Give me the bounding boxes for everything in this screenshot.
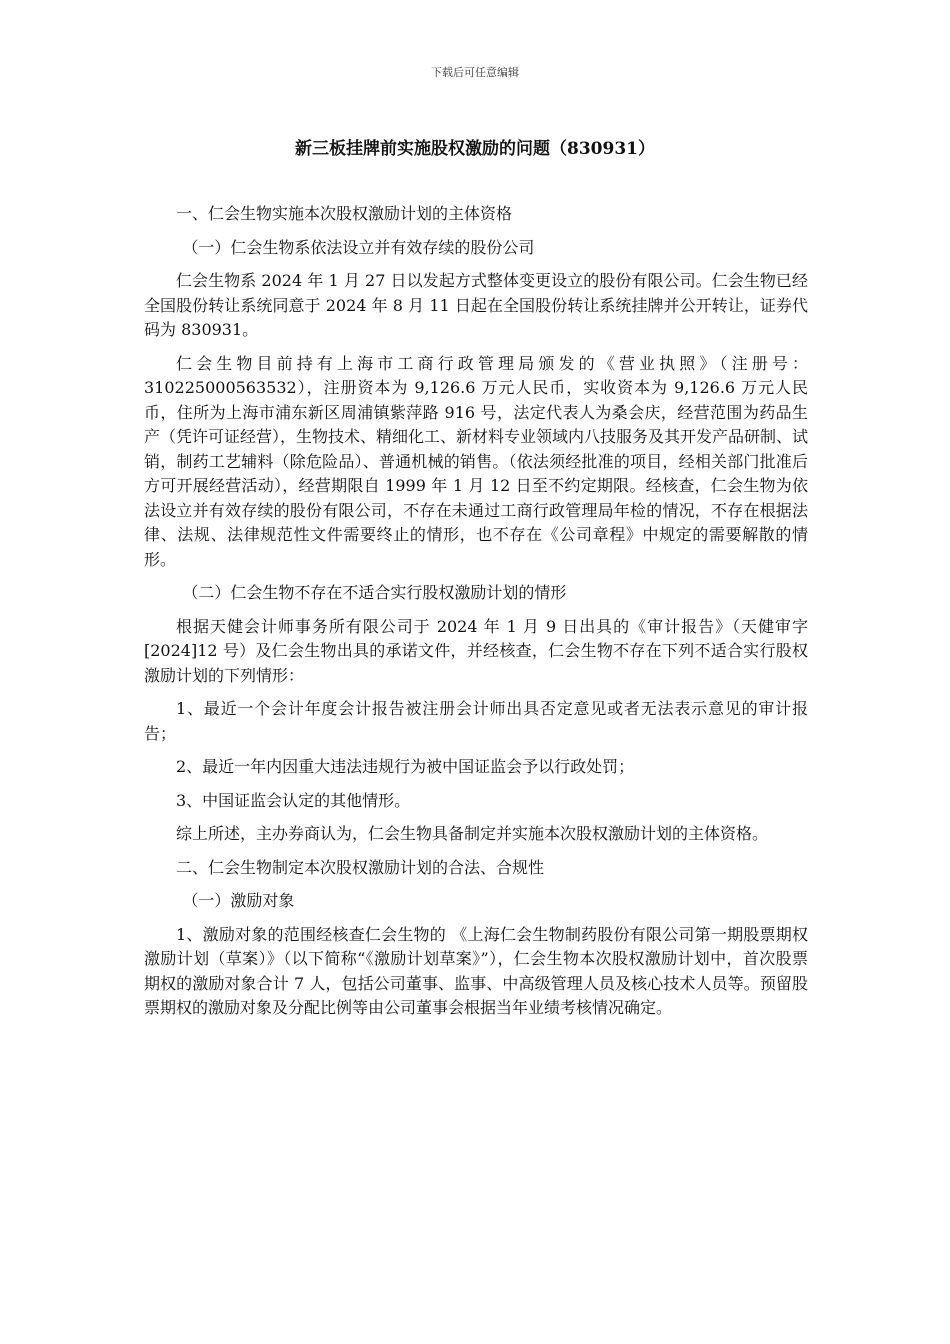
list-item-1: 1、最近一个会计年度会计报告被注册会计师出具否定意见或者无法表示意见的审计报告；: [144, 699, 808, 743]
subsection-heading-2-1: （一）激励对象: [182, 891, 295, 910]
paragraph-audit-report: 根据天健会计师事务所有限公司于 2024 年 1 月 9 日出具的《审计报告》（天健审字[2024]12 号）及仁会生物出具的承诺文件，并经核查，仁会生物不存在下列不适合实行股权激励计划的下列情形：: [144, 616, 808, 685]
section-heading-1: 一、仁会生物实施本次股权激励计划的主体资格: [176, 204, 513, 223]
paragraph-incentive-targets: 1、激励对象的范围经核查仁会生物的 《上海仁会生物制药股份有限公司第一期股票期权激励计划（草案）》（以下简称“《激励计划草案》”），仁会生物本次股权激励计划中，首次股票期权的激励对象合计 7 人，包括公司董事、监事、中高级管理人员及核心技术人员等。预留股票期权的激励对象及分配比例等由公司董事会根据当年业绩考核情况确定。: [144, 924, 808, 1017]
section-heading-2: 二、仁会生物制定本次股权激励计划的合法、合规性: [176, 857, 545, 877]
list-item-3: 3、中国证监会认定的其他情形。: [176, 790, 411, 810]
header-note: 下载后可任意编辑: [431, 66, 519, 79]
paragraph-business-license: 仁会生物目前持有上海市工商行政管理局颁发的《营业执照》（注册号：310225000563532），注册资本为 9,126.6 万元人民币，实收资本为 9,126.6 万元人民币，住所为上海市浦东新区周浦镇紫萍路 916 号，法定代表人为桑会庆，经营范围为药品生产（凭许可证经营），生物技术、精细化工、新材料专业领域内八技服务及其开发产品研制、试销，制药工艺辅料（除危险品）、普通机械的销售。（依法须经批准的项目，经相关部门批准后方可开展经营活动），经营期限自 1999 年 1 月 12 日至不约定期限。经核查，仁会生物为依法设立并有效存续的股份有限公司，不存在未通过工商行政管理局年检的情况，不存在根据法律、法规、法律规范性文件需要终止的情形，也不存在《公司章程》中规定的需要解散的情形。: [144, 353, 809, 569]
subsection-heading-1-1: （一）仁会生物系依法设立并有效存续的股份公司: [182, 237, 535, 257]
subsection-heading-1-2: （二）仁会生物不存在不适合实行股权激励计划的情形: [182, 583, 567, 602]
list-item-2: 2、最近一年内因重大违法违规行为被中国证监会予以行政处罚；: [176, 757, 635, 776]
document-body: [144, 202, 808, 1030]
paragraph-establishment: 仁会生物系 2024 年 1 月 27 日以发起方式整体变更设立的股份有限公司。仁会生物已经全国股份转让系统同意于 2024 年 8 月 11 日起在全国股份转让系统挂牌并公开转让，证券代码为 830931。: [144, 271, 808, 339]
paragraph-conclusion: 综上所述，主办券商认为，仁会生物具备制定并实施本次股权激励计划的主体资格。: [176, 824, 769, 843]
document-title: 新三板挂牌前实施股权激励的问题（830931）: [295, 139, 655, 159]
